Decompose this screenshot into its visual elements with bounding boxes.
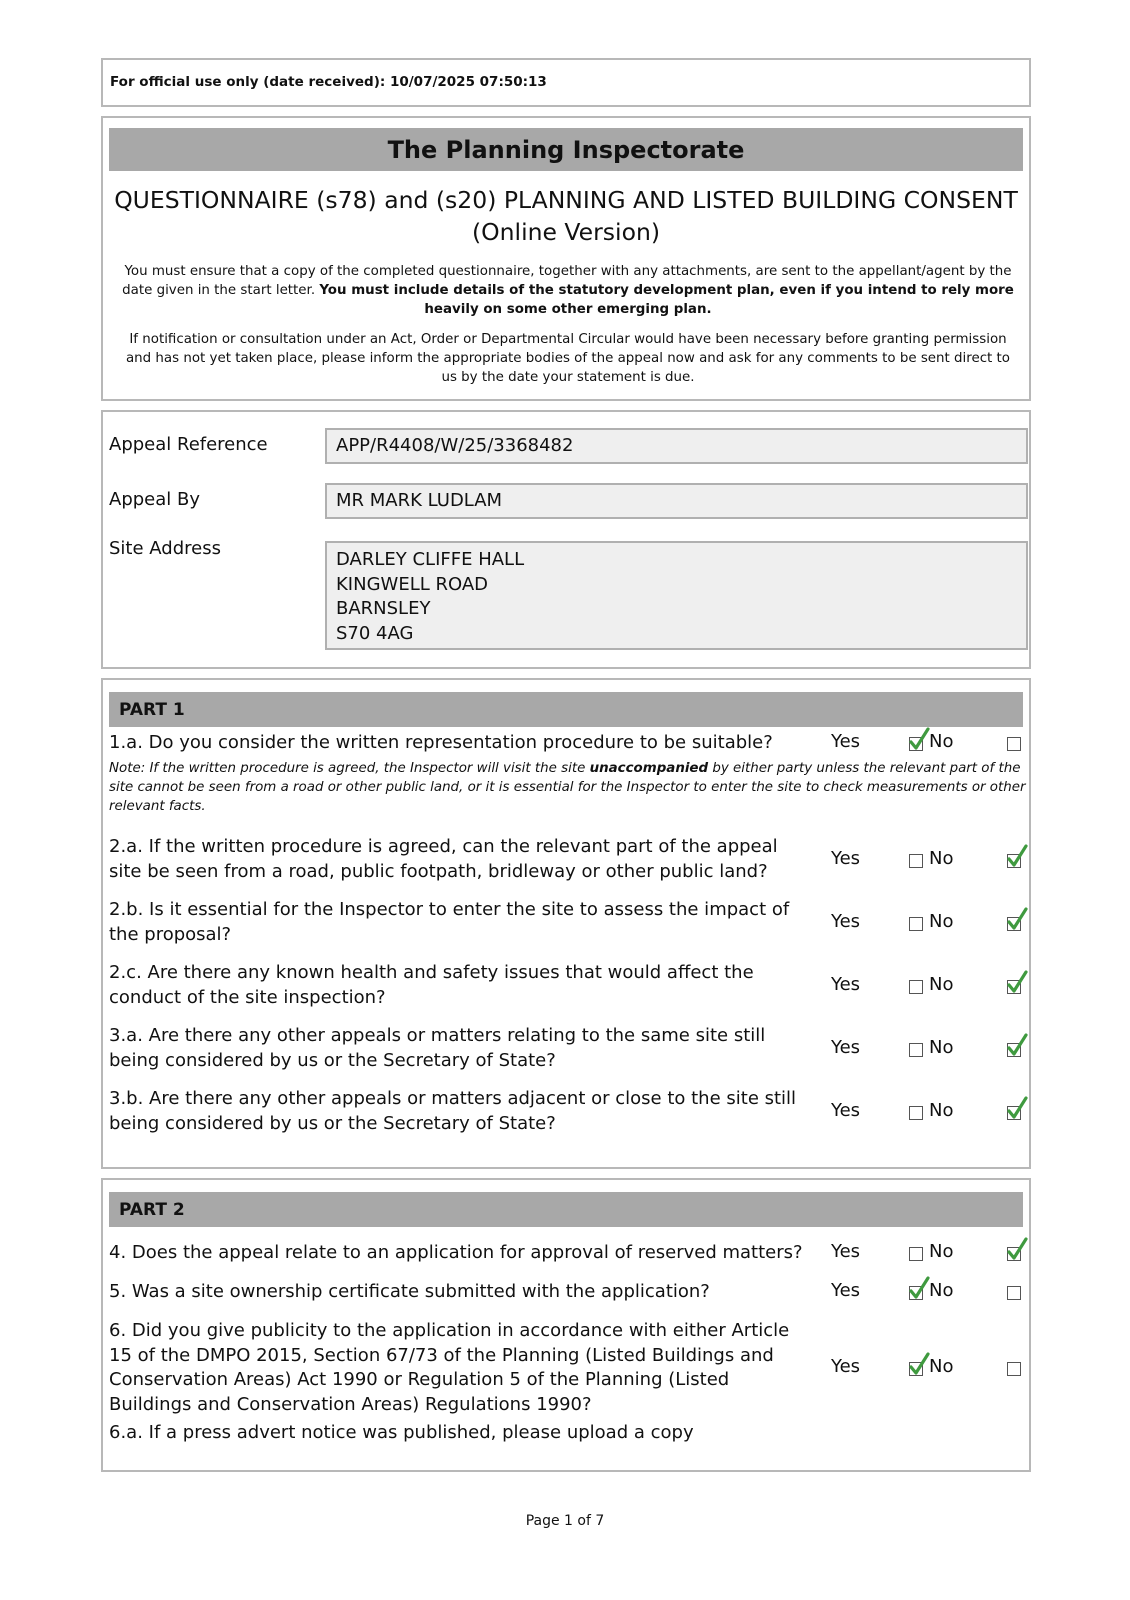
part-2-heading: PART 2 bbox=[109, 1192, 1023, 1227]
instructions-paragraph bbox=[117, 262, 1019, 319]
question-6: 6. Did you give publicity to the application in accordance with either Article 15 of the DMPO 2015, Section 67/73 of the Planning (Listed Buildings and Conservation Areas) Act 1990 or Regulation 5 of the Planning (Listed Buildings and Conservation Areas) Regulations 1990? bbox=[109, 1320, 790, 1415]
yes-label: Yes bbox=[831, 1356, 861, 1377]
q4-yes-checkbox[interactable] bbox=[909, 1247, 923, 1261]
yes-label: Yes bbox=[831, 848, 861, 869]
site-address-field bbox=[325, 541, 1028, 650]
q3a-no-checkbox[interactable] bbox=[1007, 1043, 1021, 1057]
q2c-yes-checkbox[interactable] bbox=[909, 980, 923, 994]
check-mark-icon bbox=[909, 1277, 931, 1301]
page-number: Page 1 of 7 bbox=[525, 1513, 605, 1529]
yes-label: Yes bbox=[831, 1037, 861, 1058]
yes-label: Yes bbox=[831, 731, 861, 752]
question-2a: 2.a. If the written procedure is agreed, can the relevant part of the appeal site be seen from a road, public footpath, bridleway or other public land? bbox=[109, 836, 778, 882]
question-2b: 2.b. Is it essential for the Inspector to enter the site to assess the impact of the proposal? bbox=[109, 899, 790, 945]
check-mark-icon bbox=[1007, 1097, 1029, 1121]
site-address-line: KINGWELL ROAD bbox=[336, 573, 489, 595]
note-text: by either party unless the relevant part of the site cannot be seen from a road or other public land, or it is essential for the Inspector to enter the site to check measurements or other relevant facts. bbox=[109, 761, 1026, 814]
site-address-line: DARLEY CLIFFE HALL bbox=[336, 549, 525, 570]
yes-label: Yes bbox=[831, 1280, 861, 1301]
yes-label: Yes bbox=[831, 1241, 861, 1262]
appeal-by-label: Appeal By bbox=[109, 489, 200, 510]
check-mark-icon bbox=[1007, 971, 1029, 995]
q5-no-checkbox[interactable] bbox=[1007, 1286, 1021, 1300]
no-label: No bbox=[929, 1241, 954, 1262]
site-address-line: S70 4AG bbox=[336, 622, 414, 644]
check-mark-icon bbox=[1007, 845, 1029, 869]
q1a-no-checkbox[interactable] bbox=[1007, 737, 1021, 751]
site-address-label: Site Address bbox=[109, 538, 221, 559]
part-1-heading: PART 1 bbox=[109, 692, 1023, 727]
subtitle-line-2: (Online Version) bbox=[471, 218, 661, 246]
no-label: No bbox=[929, 911, 954, 932]
q5-yes-checkbox[interactable] bbox=[909, 1286, 923, 1300]
appeal-by-field: MR MARK LUDLAM bbox=[325, 483, 1028, 519]
q2b-no-checkbox[interactable] bbox=[1007, 917, 1021, 931]
yes-label: Yes bbox=[831, 911, 861, 932]
q2b-yes-checkbox[interactable] bbox=[909, 917, 923, 931]
part-2-section bbox=[101, 1178, 1031, 1472]
no-label: No bbox=[929, 974, 954, 995]
appeal-details-box bbox=[101, 410, 1031, 669]
subtitle-line-1: QUESTIONNAIRE (s78) and (s20) PLANNING AND LISTED BUILDING CONSENT bbox=[114, 186, 1018, 214]
question-3a: 3.a. Are there any other appeals or matters relating to the same site still being considered by us or the Secretary of State? bbox=[109, 1025, 766, 1071]
question-4: 4. Does the appeal relate to an application for approval of reserved matters? bbox=[109, 1242, 803, 1263]
no-label: No bbox=[929, 1100, 954, 1121]
date-received: For official use only (date received): 10/07/2025 07:50:13 bbox=[110, 74, 547, 90]
q1a-yes-checkbox[interactable] bbox=[909, 737, 923, 751]
no-label: No bbox=[929, 1037, 954, 1058]
official-use-box bbox=[101, 58, 1031, 107]
q6-yes-checkbox[interactable] bbox=[909, 1362, 923, 1376]
check-mark-icon bbox=[1007, 908, 1029, 932]
q3b-no-checkbox[interactable] bbox=[1007, 1106, 1021, 1120]
page-title: The Planning Inspectorate bbox=[109, 128, 1023, 171]
yes-label: Yes bbox=[831, 1100, 861, 1121]
q3a-yes-checkbox[interactable] bbox=[909, 1043, 923, 1057]
question-1a: 1.a. Do you consider the written representation procedure to be suitable? bbox=[109, 732, 773, 753]
note-text: Note: If the written procedure is agreed, the Inspector will visit the site bbox=[109, 761, 590, 776]
instructions-bold-text: You must include details of the statutory development plan, even if you intend to rely more heavily on some other emerging plan. bbox=[319, 283, 1014, 317]
note-bold-text: unaccompanied bbox=[589, 761, 709, 776]
no-label: No bbox=[929, 1280, 954, 1301]
q2a-yes-checkbox[interactable] bbox=[909, 854, 923, 868]
no-label: No bbox=[929, 1356, 954, 1377]
notification-paragraph: If notification or consultation under an Act, Order or Departmental Circular would have been necessary before granting permission and has not yet taken place, please inform the appropriate bodies of the appeal now and ask for any comments to be sent direct to us by the date your statement is due. bbox=[125, 332, 1011, 385]
site-address-line: BARNSLEY bbox=[336, 598, 431, 619]
question-3b: 3.b. Are there any other appeals or matters adjacent or close to the site still being considered by us or the Secretary of State? bbox=[109, 1088, 797, 1134]
no-label: No bbox=[929, 731, 954, 752]
form-subtitle bbox=[103, 184, 1029, 248]
question-5: 5. Was a site ownership certificate submitted with the application? bbox=[109, 1281, 710, 1302]
no-label: No bbox=[929, 848, 954, 869]
q2a-no-checkbox[interactable] bbox=[1007, 854, 1021, 868]
instructions-text: You must ensure that a copy of the completed questionnaire, together with any attachments, are sent to the appellant/agent by the date given in the start letter. bbox=[122, 264, 1012, 298]
part-1-section bbox=[101, 678, 1031, 1169]
appeal-reference-label: Appeal Reference bbox=[109, 434, 268, 455]
check-mark-icon bbox=[1007, 1034, 1029, 1058]
header-box bbox=[101, 116, 1031, 401]
check-mark-icon bbox=[909, 1353, 931, 1377]
q2c-no-checkbox[interactable] bbox=[1007, 980, 1021, 994]
site-visit-note bbox=[109, 759, 1029, 816]
question-6a: 6.a. If a press advert notice was published, please upload a copy bbox=[109, 1422, 694, 1443]
appeal-reference-field: APP/R4408/W/25/3368482 bbox=[325, 428, 1028, 464]
q4-no-checkbox[interactable] bbox=[1007, 1247, 1021, 1261]
question-2c: 2.c. Are there any known health and safety issues that would affect the conduct of the site inspection? bbox=[109, 962, 754, 1008]
q3b-yes-checkbox[interactable] bbox=[909, 1106, 923, 1120]
q6-no-checkbox[interactable] bbox=[1007, 1362, 1021, 1376]
check-mark-icon bbox=[909, 728, 931, 752]
yes-label: Yes bbox=[831, 974, 861, 995]
check-mark-icon bbox=[1007, 1238, 1029, 1262]
